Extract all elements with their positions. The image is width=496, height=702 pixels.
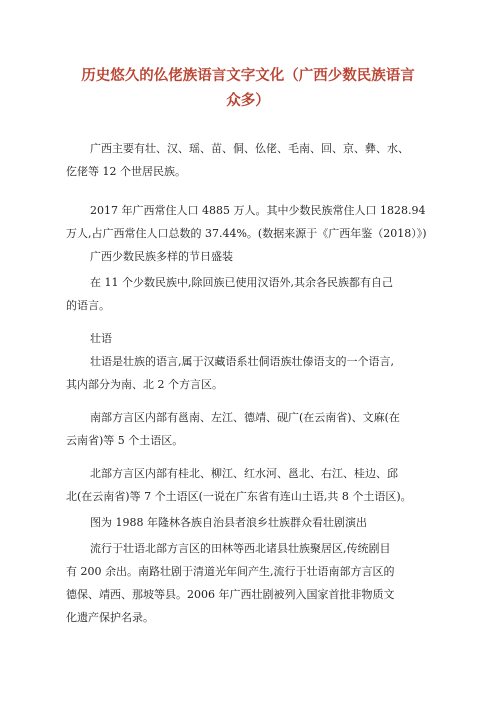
paragraph-line: 2017 年广西常住人口 4885 万人。其中少数民族常住人口 1828.94 bbox=[90, 204, 426, 217]
section-heading: 壮语 bbox=[90, 332, 112, 345]
paragraph-line: 化遗产保护名录。 bbox=[66, 611, 154, 624]
paragraph-line: 仡佬等 12 个世居民族。 bbox=[66, 165, 186, 178]
paragraph-line: 广西主要有壮、汉、瑶、苗、侗、仫佬、毛南、回、京、彝、水、 bbox=[90, 142, 409, 155]
paragraph-line: 南部方言区内部有邕南、左江、德靖、砚广(在云南省)、文麻(在 bbox=[90, 411, 400, 424]
paragraph-line: 有 200 余出。南路壮剧于清道光年间产生,流行于壮语南部方言区的 bbox=[66, 565, 395, 578]
paragraph-line: 北部方言区内部有桂北、柳江、红水河、邕北、右江、桂边、邱 bbox=[90, 467, 398, 480]
paragraph-line: 云南省)等 5 个土语区。 bbox=[66, 434, 184, 447]
document-title-line-2: 众多） bbox=[226, 92, 270, 109]
paragraph-line: 壮语是壮族的语言,属于汉藏语系壮侗语族壮傣语支的一个语言, bbox=[90, 355, 394, 368]
paragraph-line: 德保、靖西、那坡等县。2006 年广西壮剧被列入国家首批非物质文 bbox=[66, 588, 395, 601]
paragraph-line: 在 11 个少数民族中,除回族已使用汉语外,其余各民族都有自己 bbox=[90, 276, 393, 289]
paragraph-line: 的语言。 bbox=[66, 299, 110, 312]
paragraph-line: 万人,占广西常住人口总数的 37.44%。(数据来源于《广西年鉴（2018）》) bbox=[66, 227, 427, 240]
document-title-line-1: 历史悠久的仫佬族语言文字文化（广西少数民族语言 bbox=[81, 67, 415, 84]
paragraph-line: 北(在云南省)等 7 个土语区(一说在广东省有连山土语,共 8 个土语区)。 bbox=[66, 490, 412, 503]
paragraph-line: 广西少数民族多样的节日盛装 bbox=[90, 250, 233, 263]
image-caption: 图为 1988 年隆林各族自治县者浪乡壮族群众看壮剧演出 bbox=[90, 516, 367, 529]
paragraph-line: 流行于壮语北部方言区的田林等西北诸县壮族聚居区,传统剧目 bbox=[90, 542, 391, 555]
paragraph-line: 其内部分为南、北 2 个方言区。 bbox=[66, 378, 223, 391]
